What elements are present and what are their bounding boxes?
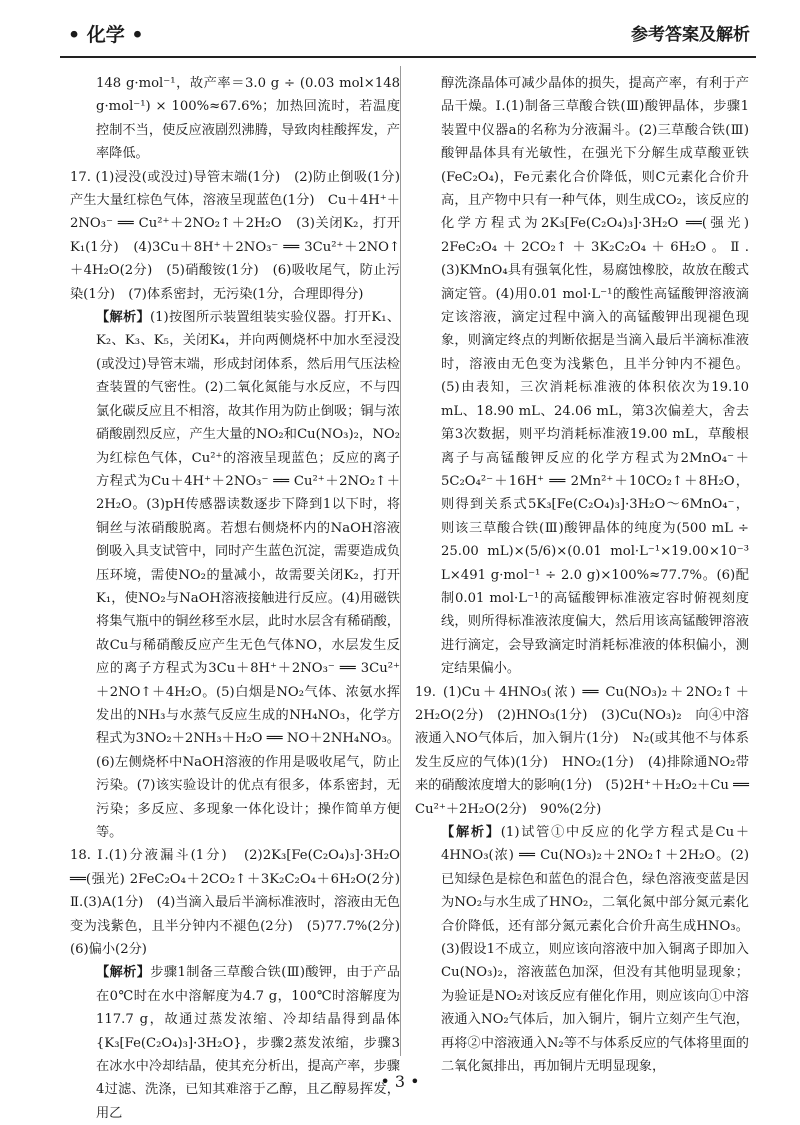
q17-answer: [70, 166, 414, 306]
q18-number: 18.: [70, 848, 91, 864]
q18-explanation-continued: 醇洗涤晶体可减少晶体的损失，提高产率，有利于产品干燥。Ⅰ.(1)制备三草酸合铁(Ⅲ)酸钾晶体，步骤1装置中仪器a的名称为分液漏斗。(2)三草酸合铁(Ⅲ)酸钾晶体具有光敏性，在强光下分解生成草酸亚铁(FeC₂O₄)，Fe元素化合价降低，则C元素化合价升高，且产物中只有一种气体，则生成CO₂，该反应的化学方程式为2K₃[Fe(C₂O₄)₃]·3H₂O ══(强光) 2FeC₂O₄＋2CO₂↑＋3K₂C₂O₄＋6H₂O。Ⅱ.(3)KMnO₄具有强氧化性，易腐蚀橡胶，故放在酸式滴定管。(4)用0.01 mol·L⁻¹的酸性高锰酸钾溶液滴定该溶液，滴定过程中滴入的高锰酸钾出现褪色现象，则滴定终点的判断依据是当滴入最后半滴标准液时，溶液由无色变为浅紫色，且半分钟内不褪色。(5)由表知，三次消耗标准液的体积依次为19.10 mL、18.90 mL、24.06 mL，第3次偏差大，舍去第3次数据，则平均消耗标准液19.00 mL，草酸根离子与高锰酸钾反应的化学方程式为2MnO₄⁻＋5C₂O₄²⁻＋16H⁺ ══ 2Mn²⁺＋10CO₂↑＋8H₂O，则得到关系式5K₃[Fe(C₂O₄)₃]·3H₂O～6MnO₄⁻，则该三草酸合铁(Ⅲ)酸钾晶体的纯度为(500 mL ÷ 25.00 mL)×(5/6)×(0.01 mol·L⁻¹×19.00×10⁻³ L×491 g·mol⁻¹ ÷ 2.0 g)×100%≈77.7%。(6)配制0.01 mol·L⁻¹的高锰酸钾标准液定容时俯视刻度线，则所得标准液浓度偏大，然后用该高锰酸钾溶液进行滴定，会导致滴定时消耗标准液的体积偏小，测定结果偏小。: [441, 76, 749, 677]
page-header: [60, 16, 756, 58]
q19-answer-text: (1)Cu＋4HNO₃(浓) ══ Cu(NO₃)₂＋2NO₂↑＋2H₂O(2分) (2)HNO₃(1分) (3)Cu(NO₃)₂ 向④中溶液通入NO气体后，加入铜片(1分) N₂(或其他不与体系发生反应的气体)(1分) HNO₂(1分) (4)排除通NO₂带来的硝酸浓度增大的影响(1分) (5)2H⁺＋H₂O₂＋Cu ══ Cu²⁺＋2H₂O(2分) 90%(2分): [415, 684, 749, 817]
page-number: • 3 •: [380, 1072, 420, 1091]
q17-explanation-text: (1)按图所示装置组装实验仪器。打开K₁、K₂、K₃、K₅，关闭K₄，并向两侧烧杯中加水至浸没(或没过)导管末端，形成封闭体系，然后用气压法检查装置的气密性。(2)二氧化氮能与水反应，不与四氯化碳反应且不相溶，故其作用为防止倒吸；铜与浓硝酸剧烈反应，产生大量的NO₂和Cu(NO₃)₂，NO₂为红棕色气体，Cu²⁺的溶液呈现蓝色；反应的离子方程式为Cu＋4H⁺＋2NO₃⁻ ══ Cu²⁺＋2NO₂↑＋2H₂O。(3)pH传感器读数逐步下降到1以下时，将铜丝与浓硝酸脱离。若想右侧烧杯内的NaOH溶液倒吸入具支试管中，同时产生蓝色沉淀，需要造成负压环境，需使NO₂的量减小，故需要关闭K₂，打开K₁，使NO₂与NaOH溶液接触进行反应。(4)用磁铁将集气瓶中的铜丝移至水层，此时水层含有稀硝酸，故Cu与稀硝酸反应产生无色气体NO，水层发生反应的离子方程式为3Cu＋8H⁺＋2NO₃⁻ ══ 3Cu²⁺＋2NO↑＋4H₂O。(5)白烟是NO₂气体、浓氨水挥发出的NH₃与水蒸气反应生成的NH₄NO₃，化学方程式为3NO₂＋2NH₃＋H₂O ══ NO＋2NH₄NO₃。(6)左侧烧杯中NaOH溶液的作用是吸收尾气，防止污染。(7)该实验设计的优点有很多，体系密封，无污染；多反应、多现象一体化设计；操作简单方便等。: [96, 310, 401, 840]
q17-answer-text: (1)浸没(或没过)导管末端(1分) (2)防止倒吸(1分) 产生大量红棕色气体，溶液呈现蓝色(1分) Cu＋4H⁺＋2NO₃⁻ ══ Cu²⁺＋2NO₂↑＋2H₂O (3)关闭K₂，打开K₁(1分) (4)3Cu＋8H⁺＋2NO₃⁻ ══ 3Cu²⁺＋2NO↑＋4H₂O(2分) (5)硝酸铵(1分) (6)吸收尾气，防止污染(1分) (7)体系密封，无污染(1分，合理即得分): [70, 169, 414, 302]
q18-explanation-text: 步骤1制备三草酸合铁(Ⅲ)酸钾，由于产品在0℃时在水中溶解度为4.7 g，100℃时溶解度为117.7 g，故通过蒸发浓缩、冷却结晶得到晶体{K₃[Fe(C₂O₄)₃]·3H₂O}，步骤2蒸发浓缩，步骤3在冰水中冷却结晶，使其充分析出，提高产率，步骤4过滤、洗涤，已知其难溶于乙醇，且乙醇易挥发，用乙: [96, 965, 400, 1121]
q18-answer-text: Ⅰ.(1)分液漏斗(1分) (2)2K₃[Fe(C₂O₄)₃]·3H₂O ══(强光) 2FeC₂O₄＋2CO₂↑＋3K₂C₂O₄＋6H₂O(2分) Ⅱ.(3)A(1分) (4)当滴入最后半滴标准液时，溶液由无色变为浅紫色，且半分钟内不褪色(2分) (5)77.7%(2分) (6)偏小(2分): [70, 848, 414, 958]
q18-explanation: [70, 961, 400, 1125]
q17-number: 17.: [70, 169, 91, 185]
q16-tail: 148 g·mol⁻¹，故产率＝3.0 g ÷ (0.03 mol×148 g·mol⁻¹) × 100%≈67.6%；加热回流时，若温度控制不当，使反应液剧烈沸腾，导致肉桂酸挥发，产率降低。: [96, 76, 400, 162]
q19-number: 19.: [415, 684, 436, 700]
q17-explanation: [70, 306, 400, 844]
q18-answer: [70, 844, 414, 961]
section-title: 参考答案及解析: [631, 25, 750, 45]
q19-explanation-tag: 【解析】: [441, 825, 501, 840]
q17-explanation-tag: 【解析】: [96, 310, 150, 326]
right-column: [415, 72, 749, 1078]
q19-explanation: [415, 821, 749, 1078]
q19-explanation-text: (1)试管①中反应的化学方程式是Cu＋4HNO₃(浓) ══ Cu(NO₃)₂＋2NO₂↑＋2H₂O。(2)已知绿色是棕色和蓝色的混合色，绿色溶液变蓝是因为NO₂与水生成了HNO₂，二氧化氮中部分氮元素化合价降低，还有部分氮元素化合价升高生成HNO₃。(3)假设1不成立，则应该向溶液中加入铜离子即加入Cu(NO₃)₂，溶液蓝色加深，但没有其他明显现象；为验证是NO₂对该反应有催化作用，则应该向①中溶液通入NO₂气体后，加入铜片，铜片立刻产生气泡，再将②中溶液通入N₂等不与体系反应的气体将里面的二氧化氮排出，再加铜片无明显现象，: [441, 825, 750, 1075]
subject-label: • 化学 •: [68, 24, 144, 46]
q19-answer: [415, 681, 749, 821]
column-divider: [400, 66, 401, 1056]
left-column: [70, 72, 414, 1125]
q18-explanation-tag: 【解析】: [96, 965, 151, 981]
